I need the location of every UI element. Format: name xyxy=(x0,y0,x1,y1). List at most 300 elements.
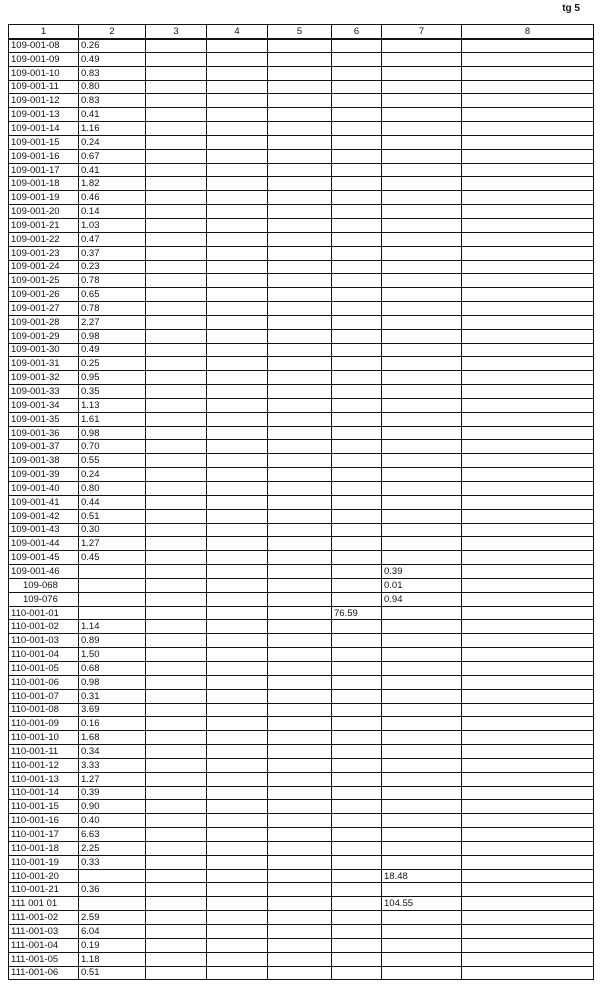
row-cell-col8 xyxy=(462,426,594,440)
table-row xyxy=(9,938,594,952)
row-cell-col8 xyxy=(462,218,594,232)
row-cell-col4 xyxy=(207,288,268,302)
row-value-col7 xyxy=(382,274,462,288)
row-value-col2: 3.33 xyxy=(79,758,146,772)
row-code: 109-001-14 xyxy=(9,122,79,136)
row-value-col2: 0.70 xyxy=(79,440,146,454)
table-row xyxy=(9,675,594,689)
row-cell-col4 xyxy=(207,661,268,675)
row-code: 109-001-36 xyxy=(9,426,79,440)
row-value-col7 xyxy=(382,80,462,94)
table-row xyxy=(9,966,594,980)
row-cell-col5 xyxy=(268,523,332,537)
row-cell-col5 xyxy=(268,302,332,316)
row-cell-col3 xyxy=(146,343,207,357)
row-cell-col8 xyxy=(462,205,594,219)
row-value-col7 xyxy=(382,385,462,399)
row-cell-col3 xyxy=(146,371,207,385)
row-value-col7 xyxy=(382,717,462,731)
row-code: 109-001-44 xyxy=(9,537,79,551)
row-cell-col8 xyxy=(462,495,594,509)
row-value-col2: 0.35 xyxy=(79,385,146,399)
row-value-col6 xyxy=(332,786,382,800)
row-cell-col8 xyxy=(462,689,594,703)
table-row xyxy=(9,661,594,675)
row-value-col6 xyxy=(332,122,382,136)
row-value-col6 xyxy=(332,675,382,689)
row-value-col2: 0.41 xyxy=(79,163,146,177)
row-value-col6 xyxy=(332,966,382,980)
row-value-col2 xyxy=(79,592,146,606)
table-row xyxy=(9,357,594,371)
row-value-col2: 1.27 xyxy=(79,537,146,551)
row-value-col6 xyxy=(332,841,382,855)
row-code: 110-001-20 xyxy=(9,869,79,883)
row-cell-col8 xyxy=(462,39,594,53)
row-cell-col3 xyxy=(146,52,207,66)
row-cell-col3 xyxy=(146,39,207,53)
row-cell-col5 xyxy=(268,274,332,288)
row-value-col7 xyxy=(382,883,462,897)
row-value-col2: 0.49 xyxy=(79,343,146,357)
row-value-col6 xyxy=(332,135,382,149)
row-value-col7 xyxy=(382,315,462,329)
row-value-col7 xyxy=(382,509,462,523)
row-cell-col8 xyxy=(462,122,594,136)
table-row xyxy=(9,606,594,620)
row-cell-col4 xyxy=(207,495,268,509)
row-code: 109-076 xyxy=(9,592,79,606)
row-cell-col8 xyxy=(462,288,594,302)
row-value-col6 xyxy=(332,869,382,883)
row-cell-col5 xyxy=(268,454,332,468)
row-value-col6 xyxy=(332,232,382,246)
row-code: 109-001-22 xyxy=(9,232,79,246)
row-cell-col4 xyxy=(207,191,268,205)
row-cell-col5 xyxy=(268,537,332,551)
column-header-8: 8 xyxy=(462,25,594,39)
row-code: 110-001-17 xyxy=(9,828,79,842)
row-cell-col3 xyxy=(146,869,207,883)
row-cell-col4 xyxy=(207,855,268,869)
row-value-col2: 0.34 xyxy=(79,745,146,759)
row-cell-col5 xyxy=(268,828,332,842)
row-cell-col8 xyxy=(462,952,594,966)
row-cell-col8 xyxy=(462,578,594,592)
row-cell-col5 xyxy=(268,52,332,66)
row-cell-col4 xyxy=(207,66,268,80)
row-value-col7 xyxy=(382,772,462,786)
row-code: 110-001-09 xyxy=(9,717,79,731)
row-code: 110-001-14 xyxy=(9,786,79,800)
table-row xyxy=(9,232,594,246)
row-value-col7 xyxy=(382,468,462,482)
row-code: 110-001-15 xyxy=(9,800,79,814)
row-value-col7 xyxy=(382,163,462,177)
row-cell-col4 xyxy=(207,689,268,703)
row-code: 109-001-13 xyxy=(9,108,79,122)
row-code: 109-001-45 xyxy=(9,551,79,565)
row-value-col2: 1.61 xyxy=(79,412,146,426)
row-cell-col8 xyxy=(462,772,594,786)
row-value-col2: 0.83 xyxy=(79,94,146,108)
row-cell-col3 xyxy=(146,661,207,675)
row-cell-col4 xyxy=(207,246,268,260)
table-row xyxy=(9,828,594,842)
row-value-col6 xyxy=(332,634,382,648)
row-cell-col5 xyxy=(268,94,332,108)
row-code: 109-001-20 xyxy=(9,205,79,219)
row-value-col6 xyxy=(332,371,382,385)
row-cell-col3 xyxy=(146,509,207,523)
row-code: 109-001-15 xyxy=(9,135,79,149)
row-cell-col5 xyxy=(268,440,332,454)
row-value-col7 xyxy=(382,606,462,620)
row-value-col2: 2.27 xyxy=(79,315,146,329)
row-cell-col8 xyxy=(462,163,594,177)
table-row xyxy=(9,163,594,177)
row-value-col6 xyxy=(332,537,382,551)
row-cell-col4 xyxy=(207,606,268,620)
row-value-col6 xyxy=(332,495,382,509)
row-cell-col5 xyxy=(268,191,332,205)
row-cell-col4 xyxy=(207,177,268,191)
row-value-col6 xyxy=(332,385,382,399)
row-cell-col4 xyxy=(207,468,268,482)
row-value-col2: 0.24 xyxy=(79,468,146,482)
table-row xyxy=(9,814,594,828)
row-value-col2: 0.39 xyxy=(79,786,146,800)
row-value-col7 xyxy=(382,412,462,426)
row-cell-col5 xyxy=(268,841,332,855)
row-code: 109-001-40 xyxy=(9,482,79,496)
header-row xyxy=(9,25,594,39)
row-value-col2: 0.16 xyxy=(79,717,146,731)
row-cell-col4 xyxy=(207,551,268,565)
table-row xyxy=(9,246,594,260)
row-cell-col5 xyxy=(268,966,332,980)
row-value-col2: 0.37 xyxy=(79,246,146,260)
table-row xyxy=(9,218,594,232)
row-cell-col8 xyxy=(462,108,594,122)
row-cell-col3 xyxy=(146,855,207,869)
row-value-col6 xyxy=(332,911,382,925)
row-value-col6 xyxy=(332,717,382,731)
row-value-col6 xyxy=(332,758,382,772)
table-row xyxy=(9,883,594,897)
row-value-col6 xyxy=(332,205,382,219)
row-value-col7 xyxy=(382,329,462,343)
row-cell-col3 xyxy=(146,205,207,219)
row-value-col7 xyxy=(382,246,462,260)
row-value-col2 xyxy=(79,869,146,883)
row-cell-col8 xyxy=(462,454,594,468)
row-cell-col5 xyxy=(268,745,332,759)
row-code: 111-001-04 xyxy=(9,938,79,952)
row-value-col6 xyxy=(332,357,382,371)
row-value-col6 xyxy=(332,952,382,966)
row-cell-col8 xyxy=(462,758,594,772)
row-value-col2: 1.13 xyxy=(79,398,146,412)
table-row xyxy=(9,426,594,440)
row-cell-col8 xyxy=(462,412,594,426)
row-cell-col3 xyxy=(146,634,207,648)
row-value-col2: 1.16 xyxy=(79,122,146,136)
row-cell-col3 xyxy=(146,911,207,925)
row-cell-col3 xyxy=(146,689,207,703)
row-code: 110-001-03 xyxy=(9,634,79,648)
row-value-col2: 1.50 xyxy=(79,648,146,662)
row-cell-col3 xyxy=(146,925,207,939)
row-cell-col4 xyxy=(207,205,268,219)
row-cell-col5 xyxy=(268,634,332,648)
row-value-col6 xyxy=(332,523,382,537)
row-cell-col8 xyxy=(462,398,594,412)
row-value-col7 xyxy=(382,952,462,966)
row-cell-col5 xyxy=(268,398,332,412)
table-row xyxy=(9,648,594,662)
row-cell-col5 xyxy=(268,135,332,149)
row-cell-col3 xyxy=(146,440,207,454)
row-cell-col3 xyxy=(146,828,207,842)
row-cell-col8 xyxy=(462,80,594,94)
row-cell-col3 xyxy=(146,94,207,108)
row-cell-col3 xyxy=(146,578,207,592)
row-cell-col3 xyxy=(146,426,207,440)
row-value-col7 xyxy=(382,454,462,468)
row-cell-col8 xyxy=(462,343,594,357)
row-cell-col3 xyxy=(146,191,207,205)
row-value-col2: 3.69 xyxy=(79,703,146,717)
row-value-col2: 0.49 xyxy=(79,52,146,66)
row-value-col6 xyxy=(332,218,382,232)
row-cell-col4 xyxy=(207,52,268,66)
row-value-col2: 0.41 xyxy=(79,108,146,122)
row-code: 109-068 xyxy=(9,578,79,592)
table-row xyxy=(9,620,594,634)
row-value-col6 xyxy=(332,772,382,786)
row-cell-col5 xyxy=(268,883,332,897)
row-cell-col3 xyxy=(146,938,207,952)
row-value-col6 xyxy=(332,703,382,717)
row-value-col7 xyxy=(382,135,462,149)
column-header-3: 3 xyxy=(146,25,207,39)
row-cell-col5 xyxy=(268,288,332,302)
row-cell-col4 xyxy=(207,578,268,592)
row-cell-col3 xyxy=(146,357,207,371)
row-cell-col5 xyxy=(268,80,332,94)
row-cell-col4 xyxy=(207,329,268,343)
row-value-col6 xyxy=(332,800,382,814)
row-value-col2: 0.80 xyxy=(79,80,146,94)
row-cell-col8 xyxy=(462,592,594,606)
row-cell-col8 xyxy=(462,149,594,163)
row-cell-col3 xyxy=(146,315,207,329)
row-value-col7 xyxy=(382,855,462,869)
row-value-col2 xyxy=(79,897,146,911)
table-row xyxy=(9,551,594,565)
row-cell-col5 xyxy=(268,648,332,662)
row-value-col2: 0.23 xyxy=(79,260,146,274)
table-row xyxy=(9,495,594,509)
row-value-col2: 0.45 xyxy=(79,551,146,565)
row-value-col6 xyxy=(332,897,382,911)
row-cell-col5 xyxy=(268,565,332,579)
row-cell-col5 xyxy=(268,39,332,53)
row-cell-col3 xyxy=(146,122,207,136)
row-cell-col3 xyxy=(146,523,207,537)
row-cell-col3 xyxy=(146,454,207,468)
row-value-col7 xyxy=(382,149,462,163)
row-value-col6 xyxy=(332,592,382,606)
row-cell-col4 xyxy=(207,454,268,468)
row-value-col6 xyxy=(332,828,382,842)
row-cell-col4 xyxy=(207,897,268,911)
row-cell-col8 xyxy=(462,177,594,191)
row-cell-col3 xyxy=(146,758,207,772)
row-cell-col8 xyxy=(462,260,594,274)
row-value-col6 xyxy=(332,315,382,329)
row-cell-col8 xyxy=(462,523,594,537)
row-value-col7 xyxy=(382,94,462,108)
row-cell-col8 xyxy=(462,357,594,371)
row-value-col2: 2.25 xyxy=(79,841,146,855)
table-row xyxy=(9,343,594,357)
row-cell-col4 xyxy=(207,537,268,551)
row-cell-col4 xyxy=(207,800,268,814)
row-value-col2: 0.65 xyxy=(79,288,146,302)
row-cell-col5 xyxy=(268,689,332,703)
row-value-col6 xyxy=(332,426,382,440)
row-cell-col3 xyxy=(146,745,207,759)
table-row xyxy=(9,440,594,454)
row-value-col2: 0.68 xyxy=(79,661,146,675)
row-cell-col4 xyxy=(207,482,268,496)
row-value-col6 xyxy=(332,66,382,80)
row-cell-col3 xyxy=(146,302,207,316)
row-cell-col5 xyxy=(268,578,332,592)
row-value-col2: 6.04 xyxy=(79,925,146,939)
row-cell-col4 xyxy=(207,565,268,579)
row-code: 109-001-27 xyxy=(9,302,79,316)
row-cell-col4 xyxy=(207,620,268,634)
row-value-col7 xyxy=(382,814,462,828)
table-row xyxy=(9,509,594,523)
row-code: 109-001-16 xyxy=(9,149,79,163)
row-code: 109-001-46 xyxy=(9,565,79,579)
table-row xyxy=(9,800,594,814)
row-cell-col5 xyxy=(268,205,332,219)
row-cell-col4 xyxy=(207,592,268,606)
row-code: 109-001-28 xyxy=(9,315,79,329)
row-value-col2 xyxy=(79,578,146,592)
row-code: 111-001-05 xyxy=(9,952,79,966)
row-cell-col5 xyxy=(268,800,332,814)
row-code: 109-001-33 xyxy=(9,385,79,399)
table-row xyxy=(9,468,594,482)
row-cell-col4 xyxy=(207,772,268,786)
row-code: 109-001-43 xyxy=(9,523,79,537)
row-value-col2: 0.47 xyxy=(79,232,146,246)
row-value-col7 xyxy=(382,218,462,232)
row-cell-col8 xyxy=(462,883,594,897)
row-value-col7 xyxy=(382,66,462,80)
row-cell-col5 xyxy=(268,869,332,883)
row-cell-col4 xyxy=(207,149,268,163)
row-cell-col8 xyxy=(462,66,594,80)
row-cell-col4 xyxy=(207,938,268,952)
table-row xyxy=(9,772,594,786)
row-cell-col8 xyxy=(462,315,594,329)
row-code: 109-001-29 xyxy=(9,329,79,343)
row-cell-col8 xyxy=(462,52,594,66)
row-cell-col8 xyxy=(462,634,594,648)
row-cell-col5 xyxy=(268,925,332,939)
row-value-col7 xyxy=(382,620,462,634)
table-row xyxy=(9,177,594,191)
row-cell-col4 xyxy=(207,786,268,800)
row-cell-col4 xyxy=(207,883,268,897)
row-value-col2: 0.89 xyxy=(79,634,146,648)
row-value-col6 xyxy=(332,745,382,759)
row-code: 111-001-02 xyxy=(9,911,79,925)
row-cell-col5 xyxy=(268,731,332,745)
row-cell-col8 xyxy=(462,565,594,579)
row-cell-col8 xyxy=(462,440,594,454)
row-value-col6 xyxy=(332,482,382,496)
row-code: 109-001-41 xyxy=(9,495,79,509)
table-row xyxy=(9,412,594,426)
row-cell-col8 xyxy=(462,620,594,634)
row-cell-col4 xyxy=(207,371,268,385)
row-value-col6 xyxy=(332,509,382,523)
row-cell-col8 xyxy=(462,897,594,911)
row-cell-col5 xyxy=(268,620,332,634)
row-value-col6 xyxy=(332,191,382,205)
row-cell-col8 xyxy=(462,482,594,496)
row-cell-col8 xyxy=(462,246,594,260)
row-code: 109-001-42 xyxy=(9,509,79,523)
row-value-col7 xyxy=(382,551,462,565)
row-value-col6 xyxy=(332,177,382,191)
row-cell-col8 xyxy=(462,606,594,620)
row-value-col2: 0.98 xyxy=(79,329,146,343)
row-cell-col3 xyxy=(146,149,207,163)
row-cell-col4 xyxy=(207,94,268,108)
row-value-col7: 18.48 xyxy=(382,869,462,883)
row-cell-col5 xyxy=(268,661,332,675)
row-cell-col5 xyxy=(268,232,332,246)
table-row xyxy=(9,288,594,302)
row-value-col7 xyxy=(382,800,462,814)
row-code: 109-001-10 xyxy=(9,66,79,80)
row-cell-col4 xyxy=(207,398,268,412)
row-cell-col3 xyxy=(146,412,207,426)
row-cell-col3 xyxy=(146,260,207,274)
row-cell-col3 xyxy=(146,841,207,855)
row-cell-col8 xyxy=(462,385,594,399)
row-cell-col3 xyxy=(146,551,207,565)
column-header-7: 7 xyxy=(382,25,462,39)
row-cell-col5 xyxy=(268,246,332,260)
row-cell-col5 xyxy=(268,371,332,385)
table-row xyxy=(9,897,594,911)
row-value-col7 xyxy=(382,495,462,509)
row-cell-col4 xyxy=(207,260,268,274)
row-cell-col5 xyxy=(268,122,332,136)
row-value-col6 xyxy=(332,814,382,828)
row-cell-col5 xyxy=(268,551,332,565)
